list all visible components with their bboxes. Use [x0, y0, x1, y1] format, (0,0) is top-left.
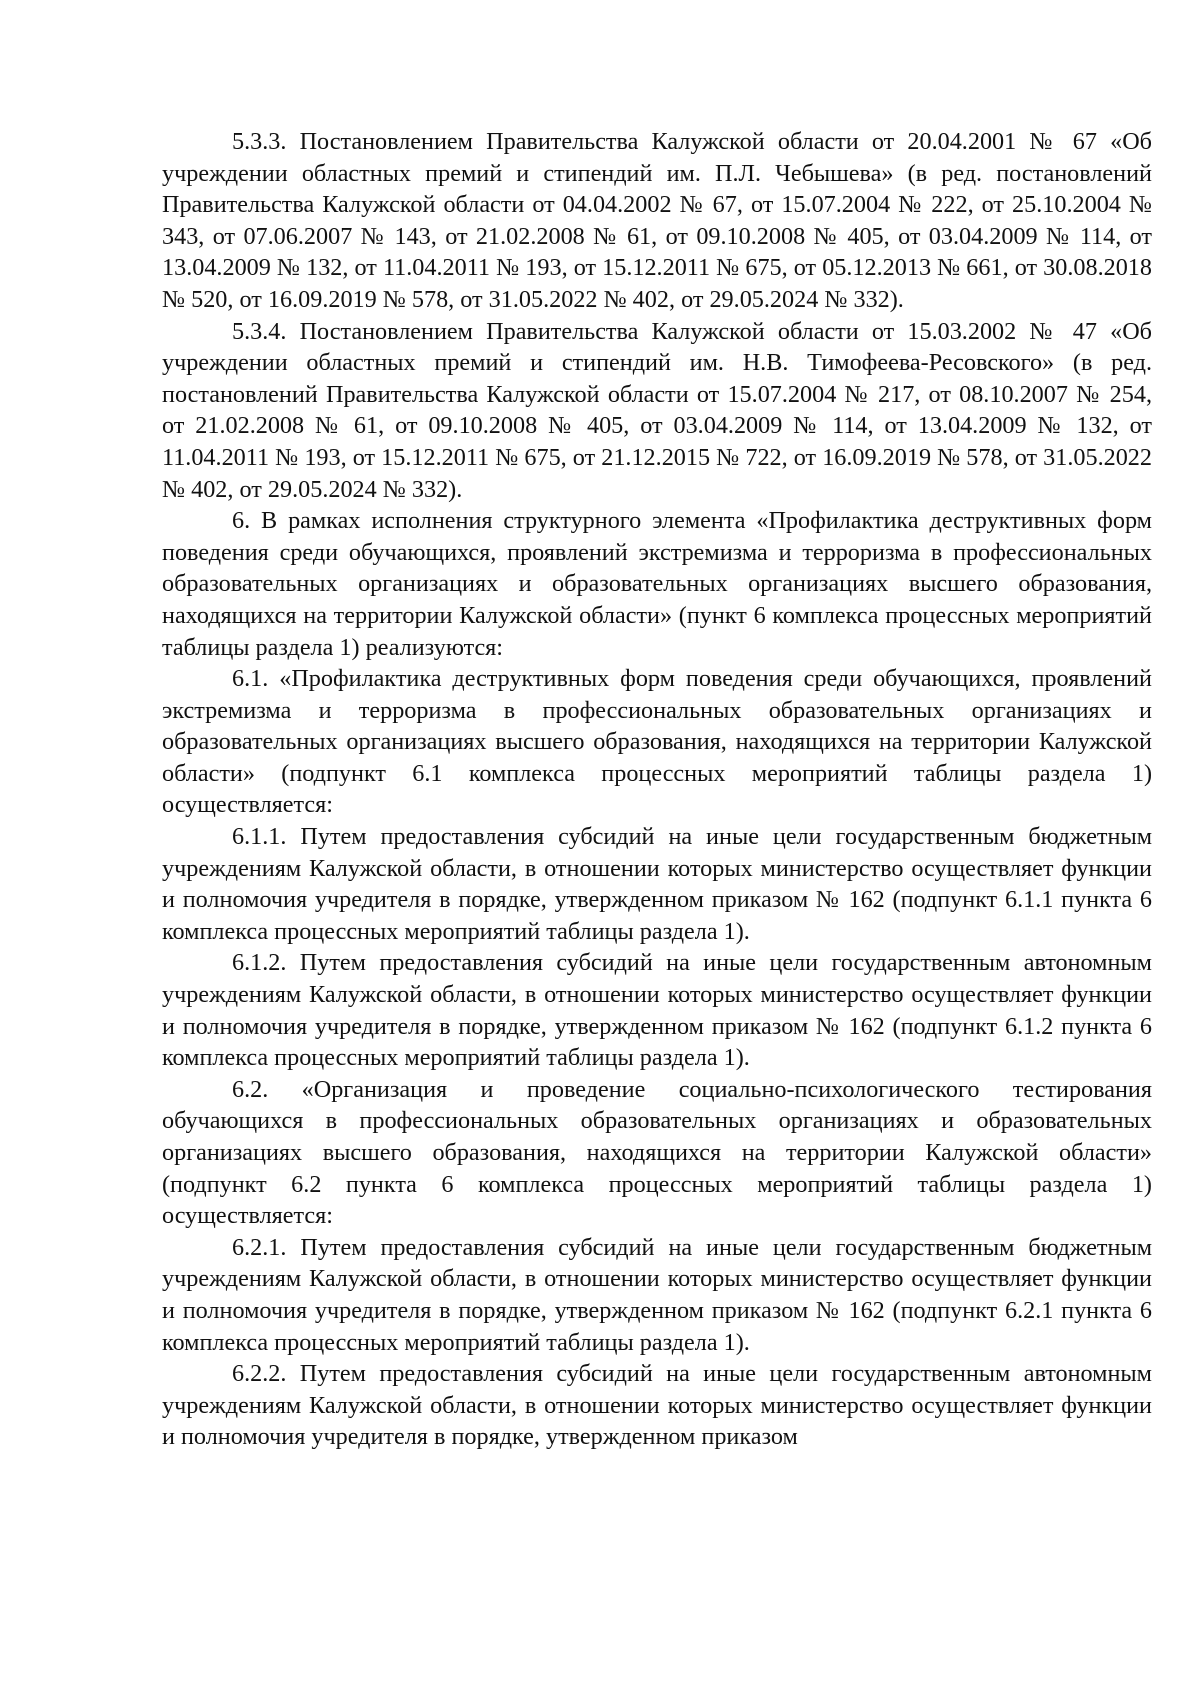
paragraph-6-2-2: 6.2.2. Путем предоставления субсидий на иные цели государственным автономным учреждениям Калужской области, в отношении которых министерство осуществляет функции и полномочия учредителя в порядке, утвержденном приказом [162, 1360, 1152, 1451]
paragraph-6-2: 6.2. «Организация и проведение социально-психологического тестирования обучающихся в профессиональных образовательных организациях и образовательных организациях высшего образования, находящихся на территории Калужской области» (подпункт 6.2 пункта 6 комплекса процессных мероприятий таблицы раздела 1) осуществляется: [162, 1075, 1152, 1230]
paragraph-6-1: 6.1. «Профилактика деструктивных форм поведения среди обучающихся, проявлений экстремизма и терроризма в профессиональных образовательных организациях и образовательных организациях высшего образования, находящихся на территории Калужской области» (подпункт 6.1 комплекса процессных мероприятий таблицы раздела 1) осуществляется: [162, 665, 1152, 819]
paragraph-5-3-3: 5.3.3. Постановлением Правительства Калужской области от 20.04.2001 № 67 «Об учреждении областных премий и стипендий им. П.Л. Чебышева» (в ред. постановлений Правительства Калужской области от 04.04.2002 № 67, от 15.07.2004 № 222, от 25.10.2004 № 343, от 07.06.2007 № 143, от 21.02.2008 № 61, от 09.10.2008 № 405, от 03.04.2009 № 114, от 13.04.2009 № 132, от 11.04.2011 № 193, от 15.12.2011 № 675, от 05.12.2013 № 661, от 30.08.2018 № 520, от 16.09.2019 № 578, от 31.05.2022 № 402, от 29.05.2024 № 332). [162, 128, 1152, 313]
document-page [162, 126, 1152, 1666]
paragraph-6-1-2: 6.1.2. Путем предоставления субсидий на иные цели государственным автономным учреждениям Калужской области, в отношении которых министерство осуществляет функции и полномочия учредителя в порядке, утвержденном приказом № 162 (подпункт 6.1.2 пункта 6 комплекса процессных мероприятий таблицы раздела 1). [162, 949, 1152, 1072]
paragraph-5-3-4: 5.3.4. Постановлением Правительства Калужской области от 15.03.2002 № 47 «Об учреждении областных премий и стипендий им. Н.В. Тимофеева-Ресовского» (в ред. постановлений Правительства Калужской области от 15.07.2004 № 217, от 08.10.2007 № 254, от 21.02.2008 № 61, от 09.10.2008 № 405, от 03.04.2009 № 114, от 13.04.2009 № 132, от 11.04.2011 № 193, от 15.12.2011 № 675, от 21.12.2015 № 722, от 16.09.2019 № 578, от 31.05.2022 № 402, от 29.05.2024 № 332). [162, 317, 1152, 503]
paragraph-6: 6. В рамках исполнения структурного элемента «Профилактика деструктивных форм поведения среди обучающихся, проявлений экстремизма и терроризма в профессиональных образовательных организациях и образовательных организациях высшего образования, находящихся на территории Калужской области» (пункт 6 комплекса процессных мероприятий таблицы раздела 1) реализуются: [162, 507, 1152, 661]
paragraph-6-2-1: 6.2.1. Путем предоставления субсидий на иные цели государственным бюджетным учреждениям Калужской области, в отношении которых министерство осуществляет функции и полномочия учредителя в порядке, утвержденном приказом № 162 (подпункт 6.2.1 пункта 6 комплекса процессных мероприятий таблицы раздела 1). [162, 1233, 1152, 1356]
paragraph-6-1-1: 6.1.1. Путем предоставления субсидий на иные цели государственным бюджетным учреждениям Калужской области, в отношении которых министерство осуществляет функции и полномочия учредителя в порядке, утвержденном приказом № 162 (подпункт 6.1.1 пункта 6 комплекса процессных мероприятий таблицы раздела 1). [162, 823, 1152, 945]
